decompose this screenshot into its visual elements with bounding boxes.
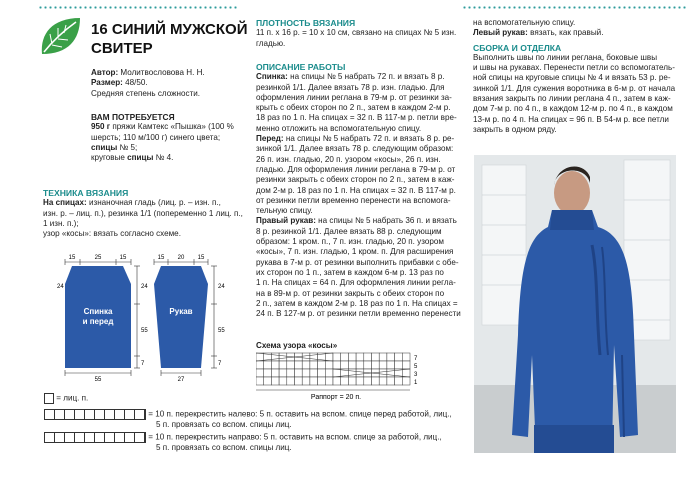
- chart-cell: [271, 377, 279, 385]
- description-line: [256, 103, 461, 113]
- legend-item-3-line1: = 10 п. перекрестить направо: 5 п. оставить на вспом. спице за работой, лиц.,: [148, 432, 442, 442]
- body-left-height: 24: [57, 284, 64, 290]
- chart-cell: [279, 353, 287, 361]
- chart-cell: [364, 353, 372, 361]
- description-line: [256, 227, 461, 237]
- description-line: [256, 186, 461, 196]
- description-text: на спицы № 5 набрать 72 п. и вязать 8 р.: [287, 72, 445, 82]
- body-label-1: Спинка: [83, 307, 113, 316]
- sleeve-top-left: 15: [157, 255, 165, 261]
- description-text: дом 2-м р. 18 раз по 1 п. На спицах = 32 п. В 117-м р.: [256, 185, 456, 195]
- description-line: [256, 175, 461, 185]
- chart-cell: [372, 361, 380, 369]
- chart-cell: [356, 353, 364, 361]
- chart-cell: [256, 377, 264, 385]
- chart-cell: [325, 361, 333, 369]
- pattern-number: 16: [91, 21, 108, 38]
- sleeve-piece: [154, 266, 208, 368]
- description-line: [256, 165, 461, 175]
- model-photo: [474, 155, 676, 453]
- author-block: [91, 68, 205, 99]
- chart-cell: [302, 361, 310, 369]
- chart-cell: [402, 361, 410, 369]
- top-dotted-rule-left: [38, 6, 238, 9]
- chart-cell: [341, 353, 349, 361]
- right-line0: на вспомогательную спицу.: [473, 18, 576, 27]
- chart-cell: [356, 369, 364, 377]
- description-block: [256, 62, 461, 319]
- description-text: на спицы № 5 набрать 36 п. и вязать: [315, 216, 457, 226]
- description-line: [256, 258, 461, 268]
- legend-item-2-line2: 5 п. провязать со вспом. спицы лиц.: [156, 420, 292, 429]
- chart-cell: [318, 377, 326, 385]
- description-text: тельную спицу.: [256, 206, 313, 216]
- description-text: резинкой 1/1. Далее вязать 78 р. изн. гладью. Для: [256, 82, 445, 92]
- model-head: [554, 171, 590, 215]
- chart-cell: [302, 377, 310, 385]
- chart-cell: [325, 377, 333, 385]
- chart-cell: [395, 353, 403, 361]
- chart-cell: [348, 353, 356, 361]
- right-column: [473, 18, 683, 135]
- chart-cell: [287, 361, 295, 369]
- chart-cell: [256, 369, 264, 377]
- chart-cell: [256, 353, 264, 361]
- gauge-line2: гладью.: [256, 38, 286, 48]
- description-text: на в 89-м р. от резинки закрыть с обеих сторон по: [256, 288, 445, 298]
- assembly-line: вязания закрыть по линии реглана 4 п., затем в каж-: [473, 94, 671, 104]
- description-text: их сторон по 1 п., затем в каждом 6-м р. 13 раз по: [256, 267, 444, 277]
- chart-cell: [395, 361, 403, 369]
- body-bottom-h: 7: [141, 361, 145, 367]
- chart-cell: [295, 377, 303, 385]
- description-line: [256, 309, 461, 319]
- chart-cell: [310, 369, 318, 377]
- cross-left-symbol: [44, 409, 146, 420]
- chart-cell: [310, 353, 318, 361]
- chart-cell: [333, 377, 341, 385]
- braid-chart: [256, 352, 431, 402]
- description-line: [256, 196, 461, 206]
- circular-label: круговые: [91, 153, 128, 163]
- knit-stitch-symbol: [44, 393, 54, 404]
- description-line: [256, 289, 461, 299]
- chart-cell: [402, 353, 410, 361]
- description-text: 18 раз по 1 п. На спицах = 32 п. В 117-м р. петли вре-: [256, 113, 457, 123]
- circular-needles-size: № 4.: [153, 153, 174, 163]
- chart-cell: [264, 369, 272, 377]
- body-side-right: 24: [141, 284, 148, 290]
- chart-cell: [395, 377, 403, 385]
- gauge-block: [256, 18, 461, 49]
- technique-block: [43, 188, 248, 239]
- left-sleeve-text: вязать, как правый.: [527, 28, 604, 38]
- description-line: [256, 247, 461, 257]
- technique-knitting-label: На спицах:: [43, 198, 87, 208]
- body-top-right: 15: [119, 255, 127, 261]
- cross-right-symbol: [44, 432, 146, 443]
- description-text: гладью. Для оформления линии реглана в 79-м р. от: [256, 164, 456, 174]
- technique-line4: узор «косы»: вязать согласно схеме.: [43, 229, 181, 239]
- description-line: [256, 144, 461, 154]
- chart-cell: [402, 369, 410, 377]
- needles-size: № 5;: [117, 142, 138, 152]
- chart-cell: [310, 377, 318, 385]
- sleeve-bottom-h: 7: [218, 361, 222, 367]
- description-section-label: Правый рукав:: [256, 216, 316, 226]
- assembly-lines: [473, 53, 683, 135]
- braid-chart-title: Схема узора «косы»: [256, 341, 338, 350]
- needles-label: спицы: [91, 142, 118, 152]
- assembly-line: Выполнить швы по линии реглана, боковые швы: [473, 52, 658, 62]
- chart-cell: [318, 369, 326, 377]
- chart-cell: [271, 369, 279, 377]
- sleeve-width: 27: [177, 377, 185, 383]
- sleeve-top-right: 15: [197, 255, 205, 261]
- chart-cell: [279, 369, 287, 377]
- chart-cell: [333, 369, 341, 377]
- chart-cell: [379, 377, 387, 385]
- legend-item-1: = лиц. п.: [56, 393, 89, 403]
- body-width: 55: [94, 377, 102, 383]
- author-value: Молитвословова Н. Н.: [120, 68, 205, 77]
- description-heading: ОПИСАНИЕ РАБОТЫ: [256, 62, 346, 72]
- technique-line3: 1 изн. п.);: [43, 218, 79, 228]
- gauge-heading: ПЛОТНОСТЬ ВЯЗАНИЯ: [256, 18, 356, 28]
- gauge-line1: 11 п. х 16 р. = 10 х 10 см, связано на спицах № 5 изн.: [256, 28, 457, 38]
- sleeve-height: 55: [218, 328, 225, 334]
- top-dotted-rule-right: [462, 6, 687, 9]
- assembly-line: ной спицы на круговые спицы № 4 и вязать 53 р. ре-: [473, 73, 671, 83]
- chart-cell: [348, 369, 356, 377]
- chart-row-label-7: 7: [414, 356, 418, 362]
- description-line: [256, 72, 461, 82]
- left-sleeve-label: Левый рукав:: [473, 28, 528, 38]
- technique-heading: ТЕХНИКА ВЯЗАНИЯ: [43, 188, 129, 198]
- chart-cell: [387, 353, 395, 361]
- description-line: [256, 134, 461, 144]
- chart-cell: [364, 361, 372, 369]
- description-text: оформления линии реглана в 79-м р. от резинки за-: [256, 92, 452, 102]
- description-line: [256, 155, 461, 165]
- legend-item-2-line1: = 10 п. перекрестить налево: 5 п. оставить на вспом. спице перед работой, лиц.,: [148, 409, 452, 419]
- description-text: менно отложить на вспомогательную спицу.: [256, 123, 422, 133]
- chart-cell: [333, 361, 341, 369]
- chart-cell: [333, 353, 341, 361]
- circular-needles-label: спицы: [127, 153, 154, 163]
- size-value: 48/50.: [125, 78, 148, 88]
- description-line: [256, 216, 461, 226]
- yarn-weight: 950 г: [91, 122, 111, 132]
- chart-cell: [387, 361, 395, 369]
- legend: [44, 393, 464, 454]
- description-text: 26 п. изн. гладью, 20 п. узором «косы», 26 п. изн.: [256, 154, 441, 164]
- description-text: 2 п., затем в каждом 2-м р. 18 раз по 1 п. На спицах =: [256, 298, 458, 308]
- description-text: 1 п. На спицах = 64 п. Для оформления линии регла-: [256, 278, 456, 288]
- chart-cell: [271, 361, 279, 369]
- sleeve-side-right: 24: [218, 284, 225, 290]
- assembly-line: зинкой 1/1. Для сужения воротника в 6-м р. от начала: [473, 83, 676, 93]
- chart-cell: [264, 361, 272, 369]
- assembly-line: и швы на рукавах. Перенести петли со вспомогатель-: [473, 63, 675, 73]
- description-section-label: Перед:: [256, 134, 284, 144]
- chart-cell: [387, 369, 395, 377]
- chart-cell: [379, 353, 387, 361]
- description-line: [256, 113, 461, 123]
- chart-cell: [379, 369, 387, 377]
- chart-row-label-3: 3: [414, 372, 418, 378]
- size-label: Размер:: [91, 78, 123, 88]
- chart-cell: [295, 369, 303, 377]
- chart-cell: [287, 369, 295, 377]
- body-label-2: и перед: [82, 317, 114, 326]
- description-text: рукава в 7-м р. от резинки выполнить прибавки с обе-: [256, 257, 459, 267]
- description-line: [256, 124, 461, 134]
- description-text: 24 п. В 127-м р. от резинки петли временно перенести: [256, 309, 461, 319]
- chart-cell: [295, 361, 303, 369]
- sleeve-label: Рукав: [169, 307, 193, 316]
- description-lines: [256, 72, 461, 319]
- chart-cell: [302, 369, 310, 377]
- leaf-icon: [38, 14, 84, 58]
- yarn-line1: пряжи Камтекс «Пышка» (100 %: [110, 122, 234, 132]
- title-line1: СИНИЙ МУЖСКОЙ: [111, 21, 248, 38]
- author-label: Автор:: [91, 68, 119, 77]
- chart-cell: [364, 377, 372, 385]
- description-line: [256, 93, 461, 103]
- sleeve-top-mid: 20: [177, 255, 185, 261]
- difficulty: Средняя степень сложности.: [91, 88, 201, 98]
- body-top-mid: 25: [94, 255, 102, 261]
- chart-cell: [256, 361, 264, 369]
- chart-cell: [271, 353, 279, 361]
- chart-cell: [325, 369, 333, 377]
- description-text: «косы», 7 п. изн. гладью, 1 кром. п. Для расширения: [256, 247, 454, 257]
- description-line: [256, 206, 461, 216]
- chart-cell: [372, 377, 380, 385]
- chart-cell: [348, 361, 356, 369]
- pattern-title: [91, 20, 247, 58]
- chart-cell: [279, 377, 287, 385]
- chart-repeat: Раппорт = 20 п.: [310, 394, 362, 401]
- chart-cell: [372, 353, 380, 361]
- description-text: 8 р. резинкой 1/1. Далее вязать 88 р. следующим: [256, 226, 442, 236]
- chart-cell: [387, 377, 395, 385]
- chart-cell: [348, 377, 356, 385]
- description-line: [256, 278, 461, 288]
- chart-row-label-5: 5: [414, 364, 418, 370]
- chart-cell: [341, 361, 349, 369]
- chart-cell: [379, 361, 387, 369]
- assembly-line: закрыть в одном ряду.: [473, 124, 557, 134]
- technique-line2: изн. р. – лиц. п.), резинка 1/1 (попеременно 1 лиц. п.,: [43, 208, 243, 218]
- description-section-label: Спинка:: [256, 72, 288, 82]
- description-text: крыть с обеих сторон по 2 п., затем в каждом 2-м р.: [256, 103, 451, 113]
- chart-row-label-1: 1: [414, 380, 418, 386]
- chart-cell: [287, 377, 295, 385]
- technique-line1: изнаночная гладь (лиц. р. – изн. п.,: [86, 198, 221, 208]
- garment-schematic: [55, 248, 255, 388]
- assembly-heading: СБОРКА И ОТДЕЛКА: [473, 42, 562, 53]
- chart-cell: [356, 377, 364, 385]
- description-text: от резинки петли временно перенести на вспомога-: [256, 195, 451, 205]
- chart-cell: [264, 377, 272, 385]
- chart-cell: [341, 377, 349, 385]
- description-text: на спицы № 5 набрать 72 п. и вязать 8 р. ре-: [283, 134, 455, 144]
- description-text: резинки закрыть с обеих сторон по 2 п., затем в каж-: [256, 175, 455, 185]
- body-height: 55: [141, 328, 148, 334]
- chart-cell: [402, 377, 410, 385]
- yarn-line2: шерсть; 110 м/100 г) синего цвета;: [91, 132, 221, 142]
- description-line: [256, 299, 461, 309]
- assembly-line: дом 7-м р. по 4 п., в каждом 12-м р. по 4 п., в каждом: [473, 104, 673, 114]
- chart-cell: [279, 361, 287, 369]
- description-line: [256, 268, 461, 278]
- body-top-left: 15: [68, 255, 76, 261]
- description-line: [256, 83, 461, 93]
- materials-heading: ВАМ ПОТРЕБУЕТСЯ: [91, 112, 175, 122]
- chart-cell: [318, 361, 326, 369]
- chart-cell: [325, 353, 333, 361]
- chart-cell: [356, 361, 364, 369]
- legend-item-3-line2: 5 п. провязать со вспом. спицы лиц.: [156, 443, 292, 453]
- title-line2: СВИТЕР: [91, 40, 153, 57]
- description-text: зинкой 1/1. Далее вязать 78 р. следующим образом:: [256, 144, 454, 154]
- description-text: образом: 1 кром. п., 7 п. изн. гладью, 20 п. узором: [256, 237, 444, 247]
- description-line: [256, 237, 461, 247]
- chart-cell: [310, 361, 318, 369]
- chart-cell: [302, 353, 310, 361]
- materials-block: [91, 112, 251, 163]
- assembly-line: 13-м р. по 4 п. На спицах = 96 п. В 54-м р. все петли: [473, 114, 669, 124]
